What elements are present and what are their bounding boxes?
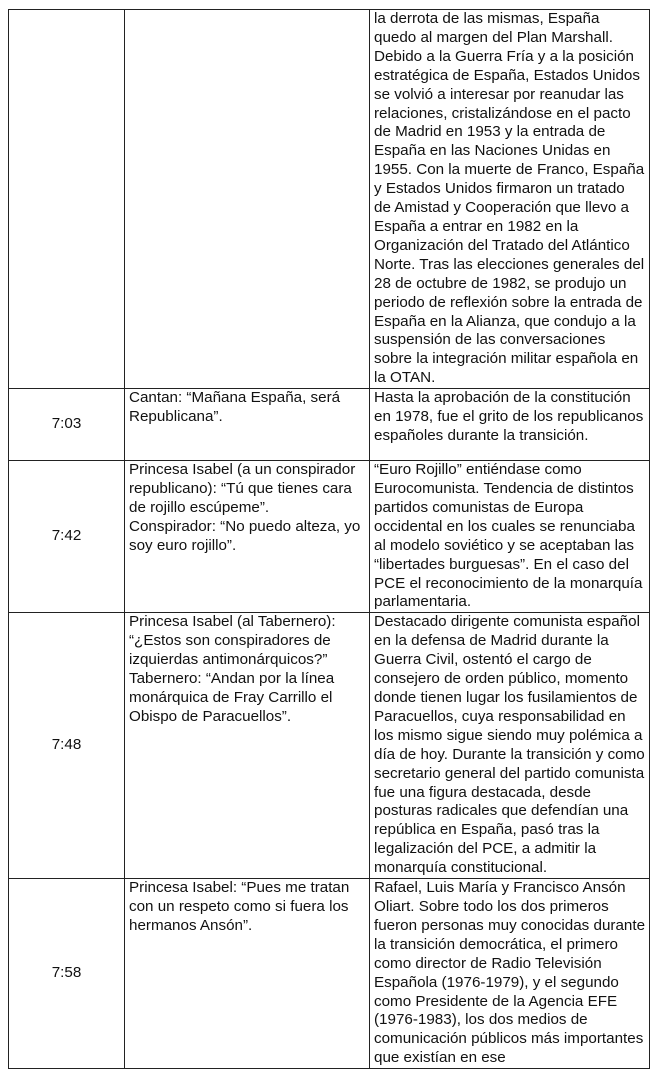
note-text: Hasta la aprobación de la constitución en 1978, fue el grito de los republicanos españoles durante la transición. <box>374 389 644 444</box>
quote-line: Princesa Isabel (al Tabernero): “¿Estos son conspiradores de izquierdas antimonárquicos?” <box>129 613 336 669</box>
time-cell <box>9 10 125 389</box>
quote-cell <box>125 461 370 613</box>
note-text: Rafael, Luis María y Francisco Ansón Oliart. Sobre todo los dos primeros fueron personas muy conocidas durante la transición democrática, el primero como director de Radio Televisión Española (1976-1979), y el segundo como Presidente de la Agencia EFE (1976-1983), los dos medios de comunicación públicos más importantes que existían en ese <box>374 879 646 1067</box>
note-text: Destacado dirigente comunista español en la defensa de Madrid durante la Guerra Civil, ostentó el cargo de consejero de orden público, momento donde tienen lugar los fusilamientos de Paracuellos, cuya responsabilidad en los mismo sigue siendo muy polémica a día de hoy. Durante la transición y como secretario general del partido comunista fue una figura destacada, desde posturas radicales que defendían una república en España, pasó tras la legalización del PCE, a admitir la monarquía constitucional. <box>374 613 645 877</box>
table-row <box>9 879 650 1069</box>
time-cell <box>9 613 125 879</box>
table-row <box>9 461 650 613</box>
timestamp: 7:03 <box>51 415 82 433</box>
quote-line: Conspirador: “No puedo alteza, yo soy euro rojillo”. <box>129 517 361 554</box>
note-cell <box>370 613 650 879</box>
note-cell <box>370 389 650 461</box>
quote-cell <box>125 10 370 389</box>
time-cell <box>9 879 125 1069</box>
note-cell <box>370 10 650 389</box>
note-cell <box>370 461 650 613</box>
quote-line: Tabernero: “Andan por la línea monárquica de Fray Carrillo el Obispo de Paracuellos”. <box>129 670 335 725</box>
note-text: la derrota de las mismas, España quedo al margen del Plan Marshall. Debido a la Guerra Fría y a la posición estratégica de España, Estados Unidos se volvió a interesar por reanudar las relaciones, cristalizándose en el pacto de Madrid en 1953 y la entrada de España en las Naciones Unidas en 1955. Con la muerte de Franco, España y Estados Unidos firmaron un tratado de Amistad y Cooperación que llevo a España a entrar en 1982 en la Organización del Tratado del Atlántico Norte. Tras las elecciones generales del 28 de octubre de 1982, se produjo un periodo de reflexión sobre la entrada de España en la Alianza, que condujo a la suspensión de las conversaciones sobre la integración militar española en la OTAN. <box>374 10 645 387</box>
quote-cell <box>125 389 370 461</box>
quote-line: Cantan: “Mañana España, será Republicana”. <box>129 389 341 426</box>
annotation-table <box>8 9 650 1069</box>
time-cell <box>9 389 125 461</box>
table-row <box>9 613 650 879</box>
timestamp: 7:42 <box>51 527 82 545</box>
time-cell <box>9 461 125 613</box>
timestamp: 7:58 <box>51 964 82 982</box>
table-row <box>9 389 650 461</box>
note-cell <box>370 879 650 1069</box>
quote-line: Princesa Isabel: “Pues me tratan con un respeto como si fuera los hermanos Ansón”. <box>129 879 350 934</box>
timestamp: 7:48 <box>51 736 82 754</box>
quote-line: Princesa Isabel (a un conspirador republicano): “Tú que tienes cara de rojillo escúpeme”. <box>129 461 356 516</box>
table-row <box>9 10 650 389</box>
note-text: “Euro Rojillo” entiéndase como Eurocomunista. Tendencia de distintos partidos comunistas de Europa occidental en los cuales se renunciaba al modelo soviético y se aceptaban las “libertades burguesas”. En el caso del PCE el reconocimiento de la monarquía parlamentaria. <box>374 461 643 611</box>
quote-cell <box>125 613 370 879</box>
quote-cell <box>125 879 370 1069</box>
